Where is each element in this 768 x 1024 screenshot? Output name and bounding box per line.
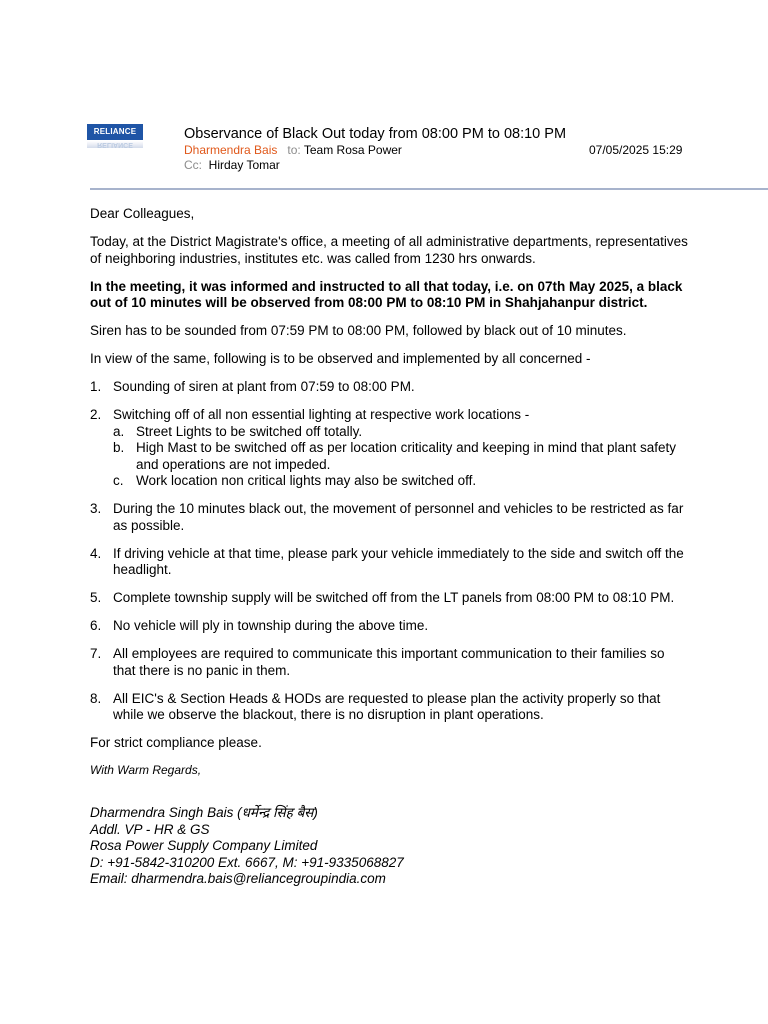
list-item <box>90 646 690 679</box>
list-number: 3. <box>90 501 102 516</box>
list-number: 2. <box>90 407 102 422</box>
list-number: 1. <box>90 379 102 394</box>
signature-block <box>90 805 690 888</box>
list-item <box>90 501 690 534</box>
sub-list-letter: a. <box>113 423 125 439</box>
list-text: All employees are required to communicate this important communication to their families so that there is no panic in them. <box>113 646 665 678</box>
list-text: Complete township supply will be switched off from the LT panels from 08:00 PM to 08:10 PM. <box>113 590 675 605</box>
paragraph-meeting: Today, at the District Magistrate's office, a meeting of all administrative departments, representatives of neighboring industries, institutes etc. was called from 1230 hrs onwards. <box>90 234 688 266</box>
list-item <box>90 407 690 490</box>
signature-name: Dharmendra Singh Bais (धर्मेन्द्र सिंह बैस) <box>90 805 318 820</box>
paragraph-intro-list: In view of the same, following is to be observed and implemented by all concerned - <box>90 351 591 366</box>
list-text: No vehicle will ply in township during the above time. <box>113 618 429 633</box>
to-label: to: <box>287 143 301 157</box>
reliance-logo-reflection: RELIANCE <box>87 141 143 148</box>
paragraph-siren: Siren has to be sounded from 07:59 PM to 08:00 PM, followed by black out of 10 minutes. <box>90 323 627 338</box>
email-date: 07/05/2025 15:29 <box>589 143 683 157</box>
list-item <box>90 691 690 724</box>
list-number: 6. <box>90 618 102 633</box>
list-text: All EIC's & Section Heads & HODs are requested to please plan the activity properly so that while we observe the blackout, there is no disruption in plant operations. <box>113 690 661 722</box>
sender-line <box>184 143 402 157</box>
sub-list <box>113 424 690 490</box>
list-number: 5. <box>90 590 102 605</box>
reliance-logo-text: RELIANCE <box>87 124 143 140</box>
sub-list-text: Work location non critical lights may also be switched off. <box>136 473 477 488</box>
sub-list-letter: c. <box>113 473 124 488</box>
list-text: Switching off of all non essential lighting at respective work locations - <box>113 407 530 422</box>
list-text: If driving vehicle at that time, please park your vehicle immediately to the side and switch off the headlight. <box>113 545 684 577</box>
cc-line <box>184 158 280 172</box>
sub-list-item <box>113 424 690 441</box>
sub-list-text: High Mast to be switched off as per location criticality and keeping in mind that plant safety and operations are not impeded. <box>136 440 677 472</box>
closing-line: For strict compliance please. <box>90 735 262 750</box>
sub-list-item <box>113 473 690 490</box>
signature-phone: D: +91-5842-310200 Ext. 6667, M: +91-9335068827 <box>90 854 404 870</box>
email-body <box>90 206 690 888</box>
header-divider <box>90 188 768 190</box>
list-item <box>90 546 690 579</box>
sub-list-item <box>113 440 690 473</box>
cc-label: Cc: <box>184 158 202 172</box>
list-item <box>90 590 690 607</box>
list-text: Sounding of siren at plant from 07:59 to 08:00 PM. <box>113 379 415 394</box>
sub-list-text: Street Lights to be switched off totally. <box>136 423 363 439</box>
cc-recipient[interactable]: Hirday Tomar <box>208 158 280 172</box>
list-number: 7. <box>90 646 102 661</box>
email-subject: Observance of Black Out today from 08:00 PM to 08:10 PM <box>184 126 567 142</box>
list-item <box>90 379 690 396</box>
greeting: Dear Colleagues, <box>90 206 195 221</box>
signature-title: Addl. VP - HR & GS <box>90 821 210 837</box>
signature-email[interactable]: Email: dharmendra.bais@reliancegroupindia.com <box>90 871 386 886</box>
reliance-logo <box>87 124 143 150</box>
paragraph-instruction: In the meeting, it was informed and instructed to all that today, i.e. on 07th May 2025, a black out of 10 minutes will be observed from 08:00 PM to 08:10 PM in Shahjahanpur district. <box>90 278 683 310</box>
list-number: 8. <box>90 690 102 706</box>
list-number: 4. <box>90 545 102 561</box>
regards: With Warm Regards, <box>90 763 202 777</box>
sub-list-letter: b. <box>113 440 125 455</box>
signature-company: Rosa Power Supply Company Limited <box>90 838 318 853</box>
list-text: During the 10 minutes black out, the movement of personnel and vehicles to be restricted as far as possible. <box>113 501 684 533</box>
sender-name[interactable]: Dharmendra Bais <box>184 143 278 157</box>
list-item <box>90 618 690 635</box>
recipient-name[interactable]: Team Rosa Power <box>303 143 402 157</box>
